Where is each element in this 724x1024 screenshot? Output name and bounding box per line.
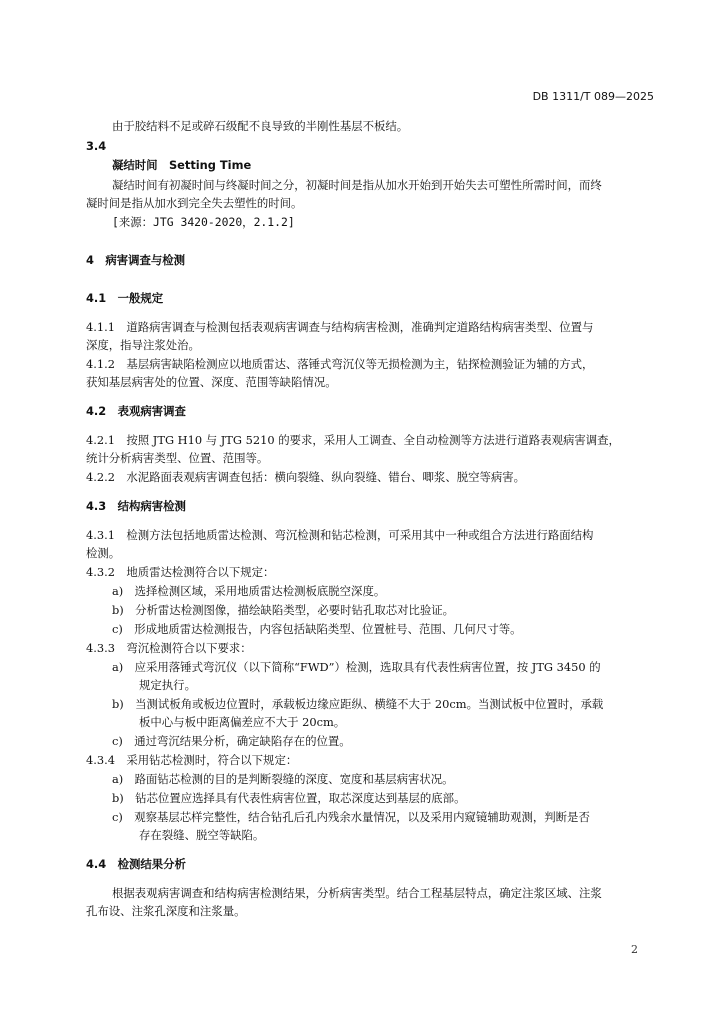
subsection-title: 4.4 检测结果分析 [86,857,186,871]
list-item-continuation: 板中心与板中距离偏差应不大于 20cm。 [139,715,346,729]
text-line: 由于胶结料不足或碎石级配不良导致的半刚性基层不板结。 [112,119,409,133]
list-item-continuation: 存在裂缝、脱空等缺陷。 [139,828,265,842]
clause-line: 4.2.2 水泥路面表观病害调查包括：横向裂缝、纵向裂缝、错台、唧浆、脱空等病害。 [86,470,526,484]
term-title: 凝结时间 Setting Time [112,158,252,172]
clause-line: 统计分析病害类型、位置、范围等。 [86,451,269,465]
clause-line: 4.3.1 检测方法包括地质雷达检测、弯沉检测和钻芯检测，可采用其中一种或组合方法进行路面结构 [86,528,594,542]
list-item: b) 分析雷达检测图像，描绘缺陷类型，必要时钻孔取芯对比验证。 [112,603,455,617]
subsection-title: 4.1 一般规定 [86,291,164,305]
term-number: 3.4 [86,139,107,153]
clause-line: 深度，指导注浆处治。 [86,338,200,352]
list-item: c) 观察基层芯样完整性，结合钻孔后孔内残余水量情况，以及采用内窥镜辅助观测，判断是否 [112,810,590,824]
list-item-continuation: 规定执行。 [139,678,196,692]
paragraph-line: 根据表观病害调查和结构病害检测结果，分析病害类型。结合工程基层特点，确定注浆区域、注浆 [112,886,602,900]
clause-line: 检测。 [86,546,121,560]
subsection-title: 4.2 表观病害调查 [86,404,186,418]
list-item: a) 选择检测区域，采用地质雷达检测板底脱空深度。 [112,584,386,598]
clause-line: 4.1.2 基层病害缺陷检测应以地质雷达、落锤式弯沉仪等无损检测为主，钻探检测验证为辅的方式， [86,357,594,371]
term-definition-line: 凝结时间有初凝时间与终凝时间之分，初凝时间是指从加水开始到开始失去可塑性所需时间，而终 [112,178,602,192]
list-item: a) 应采用落锤式弯沉仪（以下简称“FWD”）检测，选取具有代表性病害位置，按 JTG 3450 的 [112,660,601,674]
document-id: DB 1311/T 089—2025 [532,90,654,103]
clause-line: 获知基层病害处的位置、深度、范围等缺陷情况。 [86,375,337,389]
clause-line: 4.1.1 道路病害调查与检测包括表观病害调查与结构病害检测，准确判定道路结构病害类型、位置与 [86,320,594,334]
list-item: a) 路面钻芯检测的目的是判断裂缝的深度、宽度和基层病害状况。 [112,772,454,786]
clause-line: 4.3.2 地质雷达检测符合以下规定： [86,565,275,579]
term-definition-line: 凝时间是指从加水到完全失去塑性的时间。 [86,196,303,210]
list-item: c) 形成地质雷达检测报告，内容包括缺陷类型、位置桩号、范围、几何尺寸等。 [112,622,522,636]
page-number: 2 [631,943,638,956]
clause-line: 4.3.3 弯沉检测符合以下要求： [86,641,252,655]
list-item: b) 当测试板角或板边位置时，承载板边缘应距纵、横缝不大于 20cm。当测试板中位置时，承载 [112,697,604,711]
clause-line: 4.2.1 按照 JTG H10 与 JTG 5210 的要求，采用人工调查、全自动检测等方法进行道路表观病害调查， [86,433,620,447]
term-source: [来源：JTG 3420-2020，2.1.2] [112,215,295,229]
paragraph-line: 孔布设、注浆孔深度和注浆量。 [86,904,246,918]
subsection-title: 4.3 结构病害检测 [86,499,186,513]
clause-line: 4.3.4 采用钻芯检测时，符合以下规定： [86,753,298,767]
list-item: b) 钻芯位置应选择具有代表性病害位置，取芯深度达到基层的底部。 [112,791,466,805]
section-title: 4 病害调查与检测 [86,253,186,267]
list-item: c) 通过弯沉结果分析，确定缺陷存在的位置。 [112,734,351,748]
